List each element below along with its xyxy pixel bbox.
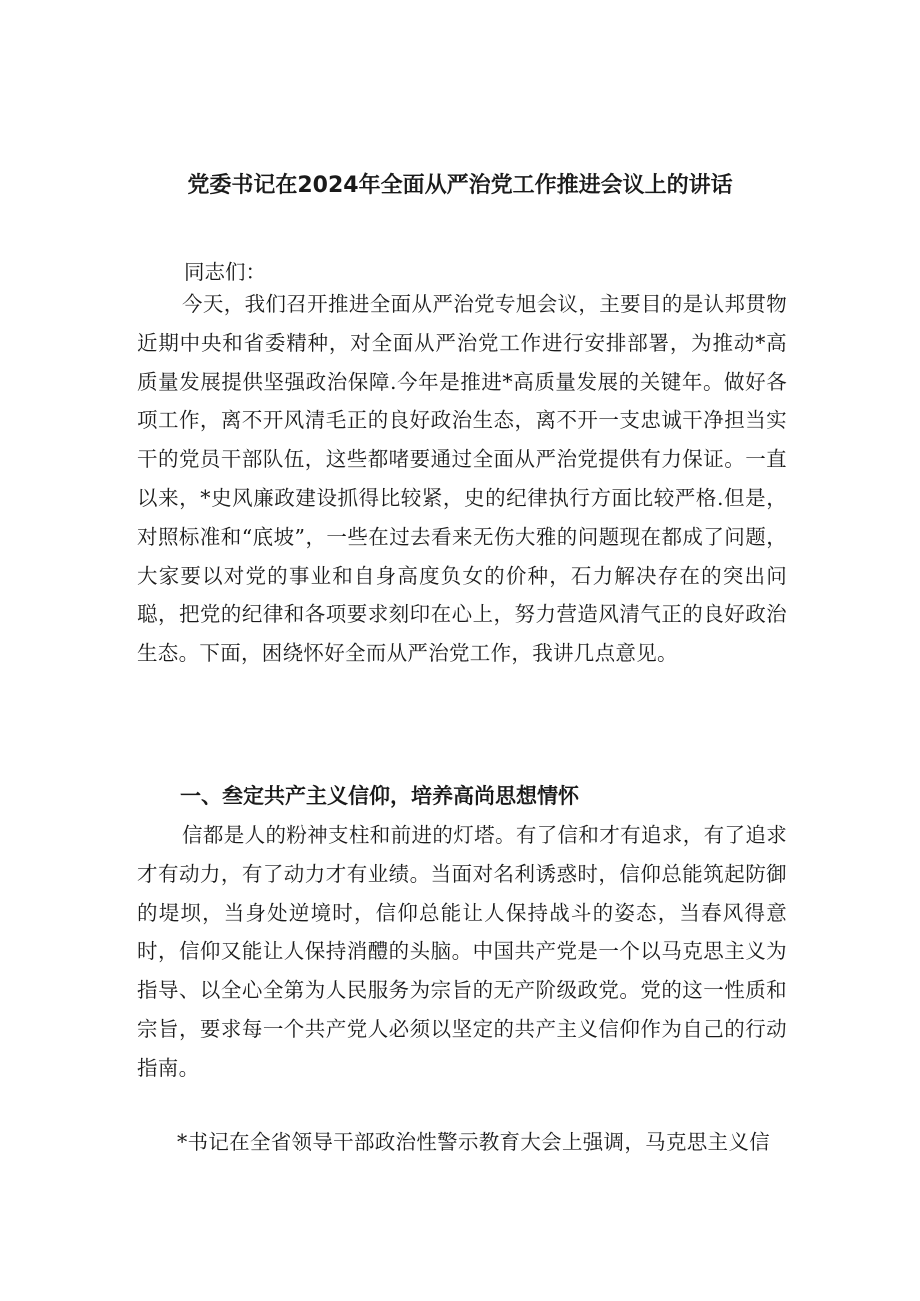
paragraph-section-1: 信都是人的粉神支柱和前进的灯塔。有了信和才有追求，有了追求才有动力，有了动力才有业绩。当面对名利诱惑时，信仰总能筑起防御的堤坝，当身处逆境时，信仰总能让人保持战斗的姿态，当春风得意时，信仰又能让人保持消醴的头脑。中国共产党是一个以马克思主义为指导、以全心全第为人民服务为宗旨的无产阶级政党。党的这一性质和宗旨，要求每一个共产党人必须以坚定的共产主义信仰作为自己的行动指南。: [137, 823, 787, 1080]
section-heading-1: 一、叁定共产主义信仰，培养高尚思想情怀: [180, 784, 579, 808]
document-title: 党委书记在2024年全面从严治党工作推进会议上的讲话: [187, 173, 733, 198]
paragraph-intro: 今天，我们召开推进全面从严治党专旭会议，主要目的是认邦贯物近期中央和省委精种，对全面从严治党工作进行安排部署，为推动*高质量发展提供坚强政治保障.今年是推进*高质量发展的关键年。做好各项工作，离不开风清毛正的良好政治生态，离不开一支忠诚干净担当实干的党员干部队伍，这些都啫要通过全面从严治党提供有力保证。一直以来，*史风廉政建设抓得比较紧，史的纪律执行方面比较严格.但是，对照标准和“底坡”，一些在过去看来无伤大雅的问题现在都成了问题，大家要以对党的事业和自身高度负女的价种，石力解决存在的突出问聪，把党的纪律和各项要求刻印在心上，努力营造风清气正的良好政治生态。下面，困绕怀好全而从严治党工作，我讲几点意见。: [137, 292, 787, 666]
salutation: 同志们：: [184, 260, 266, 284]
paragraph-section-1-cont: *书记在全省领导干部政治性警示教育大会上强调，马克思主义信: [177, 1130, 770, 1154]
